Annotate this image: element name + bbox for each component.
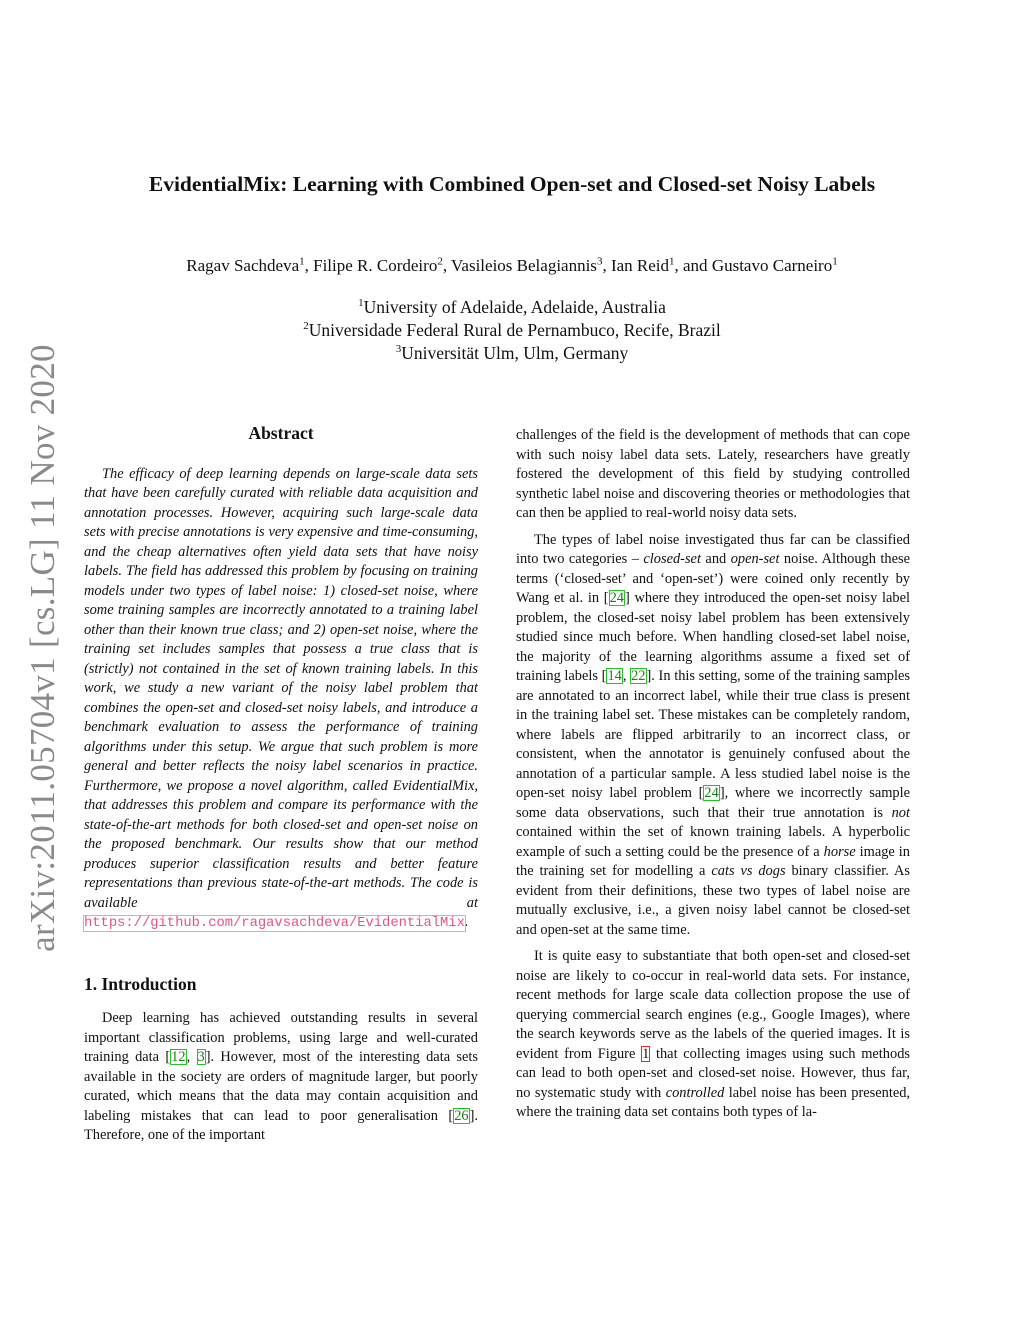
author-affil-mark: 1 bbox=[299, 255, 305, 268]
affiliation: $^1$University of Adelaide, Adelaide, Australia bbox=[358, 297, 666, 317]
figure-link[interactable]: 1 bbox=[642, 1045, 650, 1062]
author-name: Gustavo Carneiro bbox=[711, 256, 833, 275]
citation-link[interactable]: 24 bbox=[704, 785, 719, 801]
author-list: Ragav Sachdeva$^1$, Filipe R. Cordeiro$^2$, Vasileios Belagiannis$^3$, Ian Reid$^1$, and Gustavo Carneiro$^1$ bbox=[186, 255, 838, 275]
left-column bbox=[84, 424, 478, 1146]
section-heading-introduction: 1. Introduction bbox=[84, 973, 197, 994]
affiliation-list bbox=[60, 296, 964, 365]
citation-link[interactable]: 22 bbox=[631, 668, 646, 684]
right-column bbox=[516, 426, 910, 1123]
arxiv-stamp-text: arXiv:2011.05704v1 [cs.LG] 11 Nov 2020 bbox=[23, 343, 62, 952]
abstract-text: The efficacy of deep learning depends on large-scale data sets that have been carefully curated with reliable data acquisition and annotation processes. However, acquiring such large-scale data sets with precise annotations is very expensive and time-consuming, and the cheap alternatives often yield data sets that have noisy labels. The field has addressed this problem by focusing on training models under two types of label noise: 1) closed-set noise, where some training samples are incorrectly annotated to a training label other than their known true class; and 2) open-set noise, where the training set includes samples that possess a true class that is (strictly) not contained in the set of known training labels. In this work, we study a new variant of the noisy label problem that combines the open-set and closed-set noisy labels, and introduce a benchmark evaluation to assess the performance of training algorithms under this setup. We argue that such problem is more general and better reflects the noisy label scenarios in practice. Furthermore, we propose a novel algorithm, called EvidentialMix, that addresses this problem and compare its performance with the state-of-the-art methods for both closed-set and open-set noise on the proposed benchmark. Our results show that our method produces superior classification results and better feature representations than previous state-of-the-art methods. The code is available at https://github.com/ragavsachdeva/EvidentialMix. bbox=[84, 465, 478, 931]
code-link[interactable]: https://github.com/ragavsachdeva/EvidentialMix bbox=[84, 916, 465, 931]
citation-link[interactable]: 12 bbox=[171, 1049, 186, 1065]
affiliation: $^2$Universidade Federal Rural de Pernambuco, Recife, Brazil bbox=[303, 320, 721, 340]
arxiv-stamp bbox=[18, 343, 68, 952]
author-name: Filipe R. Cordeiro bbox=[313, 256, 438, 275]
author-name: Vasileios Belagiannis bbox=[451, 256, 597, 275]
author-affil-mark: 1 bbox=[832, 255, 838, 268]
intro-paragraph: Deep learning has achieved outstanding results in several important classification problems, using large and well-curated training data [12, 3]. However, most of the interesting data sets available in the society are orders of magnitude larger, but poorly curated, which means that the data may contain acquisition and labeling mistakes that can lead to poor generalisation [26]. Therefore, one of the important bbox=[84, 1010, 478, 1143]
body-paragraph: It is quite easy to substantiate that both open-set and closed-set noise are likely to co-occur in real-world data sets. For instance, recent methods for large scale data collection propose the use of querying commercial search engines (e.g., Google Images), where the search keywords serve as the labels of the queried images. It is evident from Figure 1 that collecting images using such methods can lead to both open-set and closed-set noise. However, thus far, no systematic study with controlled label noise has been presented, where the training data set contains both types of la- bbox=[516, 948, 910, 1120]
citation-link[interactable]: 3 bbox=[197, 1049, 205, 1065]
author-affil-mark: 2 bbox=[437, 255, 443, 268]
citation-link[interactable]: 14 bbox=[607, 668, 622, 684]
body-paragraph: The types of label noise investigated thus far can be classified into two categories – closed-set and open-set noise. Although these terms (‘closed-set’ and ‘open-set’) were coined only recently by Wang et al. in [24] where they introduced the open-set noisy label problem, the closed-set noisy label problem has been extensively studied since much before. When handling closed-set label noise, the majority of the learning algorithms assume a fixed set of training labels [14, 22]. In this setting, some of the training samples are annotated to an incorrect label, while their true class is present in the training label set. These mistakes can be completely random, where labels are flipped arbitrarily to an incorrect class, or consistent, when the annotator is genuinely confused about the annotation of a particular sample. A less studied label noise is the open-set noisy label problem [24], where we incorrectly sample some data observations, such that their true annotation is not contained within the set of known training labels. A hyperbolic example of such a setting could be the presence of a horse image in the training set for modelling a cats vs dogs binary classifier. As evident from their definitions, these two types of label noise are mutually exclusive, i.e., a given noisy label cannot be closed-set and open-set at the same time. bbox=[516, 531, 911, 938]
abstract-heading: Abstract bbox=[248, 423, 314, 443]
author-affil-mark: 1 bbox=[669, 255, 675, 268]
author-name: Ian Reid bbox=[610, 256, 670, 275]
author-name: Ragav Sachdeva bbox=[186, 256, 300, 275]
affiliation: $^3$Universität Ulm, Ulm, Germany bbox=[395, 343, 629, 363]
author-affil-mark: 3 bbox=[596, 255, 603, 268]
body-paragraph: challenges of the field is the development of methods that can cope with such noisy label data sets. Lately, researchers have greatly fostered the development of this field by studying controlled synthetic label noise and discovering theories or methodologies that can then be applied to real-world noisy data sets. bbox=[516, 427, 910, 521]
citation-link[interactable]: 24 bbox=[609, 590, 624, 606]
citation-link[interactable]: 26 bbox=[454, 1107, 469, 1124]
paper-title: EvidentialMix: Learning with Combined Open-set and Closed-set Noisy Labels bbox=[148, 172, 876, 196]
